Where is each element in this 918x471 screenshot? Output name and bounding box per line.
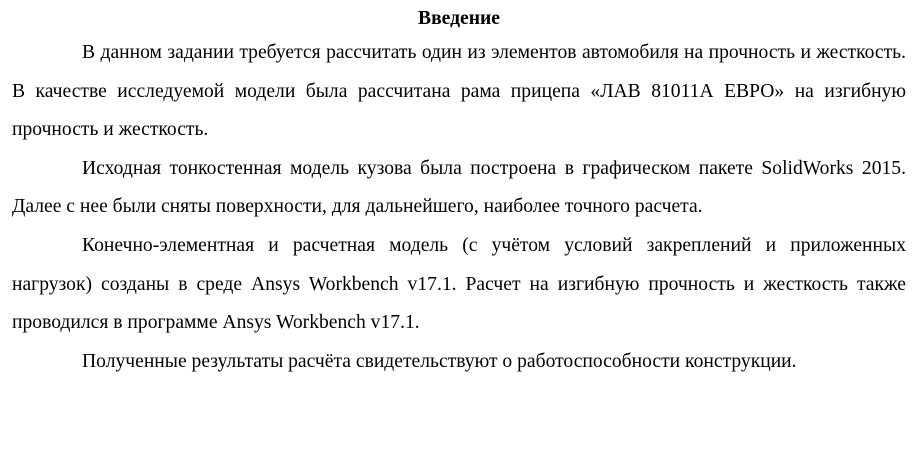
paragraph-task: В данном задании требуется рассчитать один из элементов автомобиля на прочность и жесткость. В качестве исследуемой модели была рассчитана рама прицепа «ЛАВ 81011А ЕВРО» на изгибную прочность и жесткость.	[12, 42, 906, 141]
paragraph-results: Полученные результаты расчёта свидетельствуют о работоспособности конструкции.	[82, 350, 797, 372]
paragraph-fem: Конечно-элементная и расчетная модель (с учётом условий закреплений и приложенных нагрузок) созданы в среде Ansys Workbench v17.1. Расчет на изгибную прочность и жесткость также проводился в программе Ansys Workbench v17.1.	[12, 234, 906, 334]
paragraph-model: Исходная тонкостенная модель кузова была построена в графическом пакете SolidWorks 2015. Далее с нее были сняты поверхности, для дальнейшего, наиболее точного расчета.	[12, 157, 906, 218]
section-title: Введение	[418, 8, 500, 29]
